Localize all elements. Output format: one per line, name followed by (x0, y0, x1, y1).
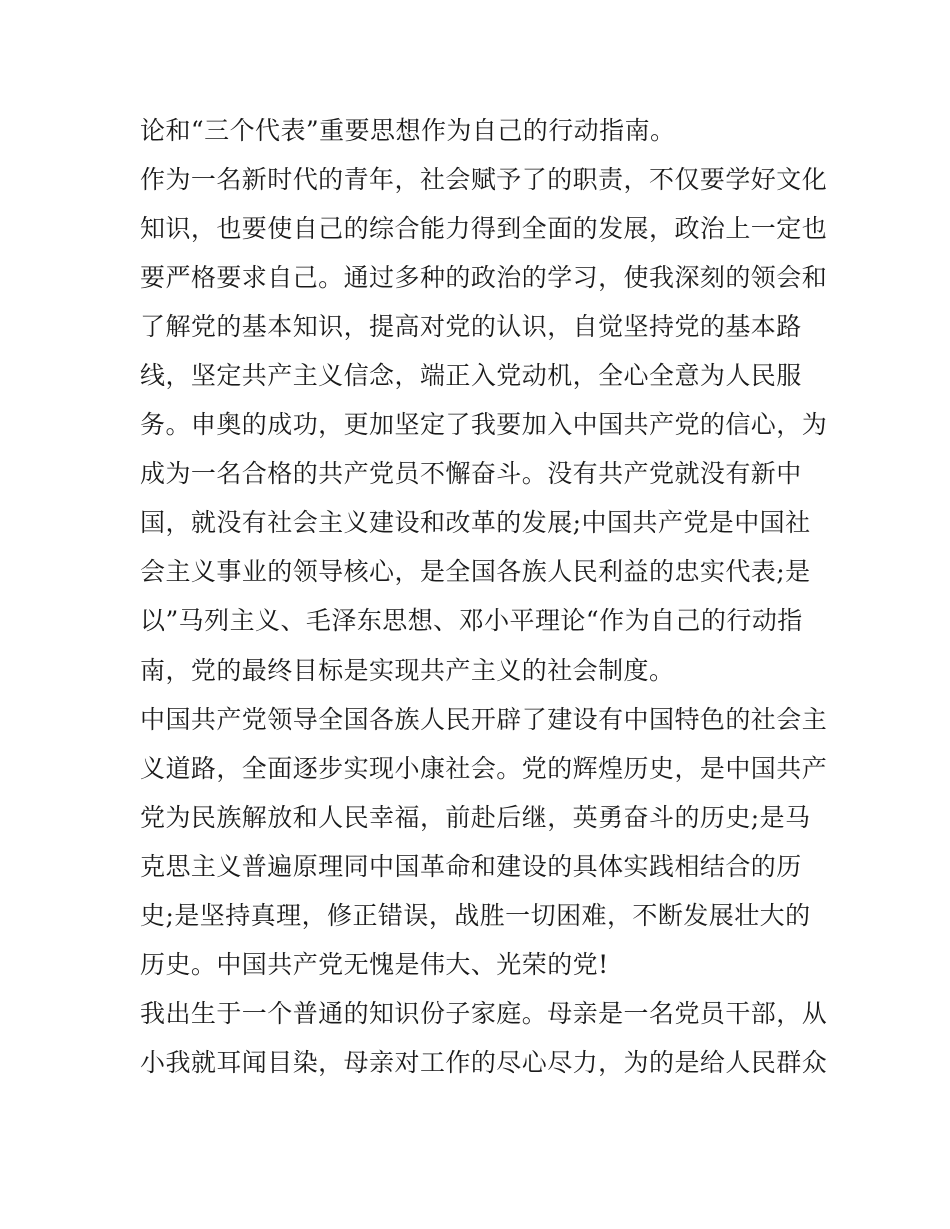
text-line: 中国共产党领导全国各族人民开辟了建设有中国特色的社会主 (140, 704, 828, 734)
text-line: 论和“三个代表”重要思想作为自己的行动指南。 (140, 116, 676, 145)
text-line: 了解党的基本知识，提高对党的认识，自觉坚持党的基本路 (140, 312, 802, 342)
body-text (140, 106, 828, 1087)
text-line: 小我就耳闻目染，母亲对工作的尽心尽力，为的是给人民群众 (140, 1047, 828, 1077)
text-line: 史;是坚持真理，修正错误，战胜一切困难，不断发展壮大的 (140, 900, 811, 930)
text-line: 我出生于一个普通的知识份子家庭。母亲是一名党员干部，从 (140, 998, 828, 1028)
text-line: 要严格要求自己。通过多种的政治的学习，使我深刻的领会和 (140, 263, 828, 293)
text-line: 会主义事业的领导核心，是全国各族人民利益的忠实代表;是 (140, 557, 811, 587)
text-line: 克思主义普遍原理同中国革命和建设的具体实践相结合的历 (140, 851, 802, 881)
text-line: 以”马列主义、毛泽东思想、邓小平理论“作为自己的行动指 (140, 606, 803, 636)
text-line: 作为一名新时代的青年，社会赋予了的职责，不仅要学好文化 (140, 165, 828, 195)
text-line: 线，坚定共产主义信念，端正入党动机，全心全意为人民服 (140, 361, 802, 391)
text-line: 成为一名合格的共产党员不懈奋斗。没有共产党就没有新中 (140, 459, 802, 489)
text-line: 南，党的最终目标是实现共产主义的社会制度。 (140, 655, 675, 685)
text-line: 知识，也要使自己的综合能力得到全面的发展，政治上一定也 (140, 214, 828, 244)
text-line: 国，就没有社会主义建设和改革的发展;中国共产党是中国社 (140, 508, 811, 538)
text-line: 历史。中国共产党无愧是伟大、光荣的党! (140, 949, 609, 979)
text-line: 义道路，全面逐步实现小康社会。党的辉煌历史，是中国共产 (140, 753, 828, 783)
text-line: 务。申奥的成功，更加坚定了我要加入中国共产党的信心，为 (140, 410, 828, 440)
text-line: 党为民族解放和人民幸福，前赴后继，英勇奋斗的历史;是马 (140, 802, 811, 832)
